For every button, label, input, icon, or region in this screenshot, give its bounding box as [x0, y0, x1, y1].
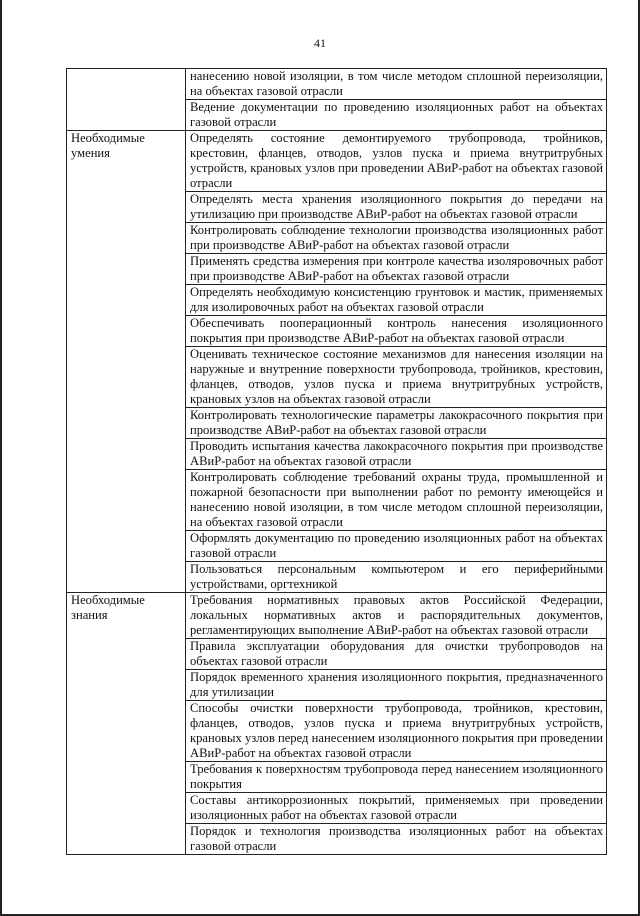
section-label: Необходимые умения: [67, 131, 186, 593]
requirement-item: Контролировать технологические параметры лакокрасочного покрытия при производстве АВиР-работ на объектах газовой отрасли: [186, 408, 607, 439]
requirement-item: Способы очистки поверхности трубопровода, тройников, крестовин, фланцев, отводов, узлов пуска и приема внутритрубных устройств, крановых узлов перед нанесением изоляционного покрытия при проведении АВиР-работ на объектах газовой отрасли: [186, 701, 607, 762]
requirement-item: Правила эксплуатации оборудования для очистки трубопроводов на объектах газовой отрасли: [186, 639, 607, 670]
requirement-item: Определять необходимую консистенцию грунтовок и мастик, применяемых для изолировочных работ на объектах газовой отрасли: [186, 285, 607, 316]
requirement-item: Контролировать соблюдение технологии производства изоляционных работ при производстве АВиР-работ на объектах газовой отрасли: [186, 223, 607, 254]
requirement-item: Требования к поверхностям трубопровода перед нанесением изоляционного покрытия: [186, 762, 607, 793]
requirement-item: Порядок временного хранения изоляционного покрытия, предназначенного для утилизации: [186, 670, 607, 701]
requirement-item: Контролировать соблюдение требований охраны труда, промышленной и пожарной безопасности при выполнении работ по ремонту имеющейся и нанесению новой изоляции, в том числе методом сплошной переизоляции, на объектах газовой отрасли: [186, 470, 607, 531]
requirement-item: Порядок и технология производства изоляционных работ на объектах газовой отрасли: [186, 824, 607, 855]
requirements-table: [66, 68, 607, 855]
table-row: [67, 593, 607, 639]
requirement-item: Составы антикоррозионных покрытий, применяемых при проведении изоляционных работ на объектах газовой отрасли: [186, 793, 607, 824]
page-number: 41: [314, 36, 326, 50]
requirement-item: Ведение документации по проведению изоляционных работ на объектах газовой отрасли: [186, 100, 607, 131]
requirement-item: Определять места хранения изоляционного покрытия до передачи на утилизацию при производстве АВиР-работ на объектах газовой отрасли: [186, 192, 607, 223]
requirement-item: Определять состояние демонтируемого трубопровода, тройников, крестовин, фланцев, отводов, узлов пуска и приема внутритрубных устройств, крановых узлов при проведении АВиР-работ на объектах газовой отрасли: [186, 131, 607, 192]
requirement-item: Оценивать техническое состояние механизмов для нанесения изоляции на наружные и внутренние поверхности трубопровода, тройников, крестовин, фланцев, отводов, узлов пуска и приема внутритрубных устройств, крановых узлов на объектах газовой отрасли: [186, 347, 607, 408]
requirement-item: Пользоваться персональным компьютером и его периферийными устройствами, оргтехникой: [186, 562, 607, 593]
requirement-item: Оформлять документацию по проведению изоляционных работ на объектах газовой отрасли: [186, 531, 607, 562]
section-label: [67, 69, 186, 131]
requirement-item: Требования нормативных правовых актов Российской Федерации, локальных нормативных актов и распорядительных документов, регламентирующих выполнение АВиР-работ на объектах газовой отрасли: [186, 593, 607, 639]
table-row: [67, 69, 607, 100]
requirement-item: Обеспечивать пооперационный контроль нанесения изоляционного покрытия при производстве АВиР-работ на объектах газовой отрасли: [186, 316, 607, 347]
requirement-item: нанесению новой изоляции, в том числе методом сплошной переизоляции, на объектах газовой отрасли: [186, 69, 607, 100]
requirements-table-body: [67, 69, 607, 855]
requirement-item: Проводить испытания качества лакокрасочного покрытия при производстве АВиР-работ на объектах газовой отрасли: [186, 439, 607, 470]
section-label: Необходимые знания: [67, 593, 186, 855]
table-row: [67, 131, 607, 192]
requirement-item: Применять средства измерения при контроле качества изоляровочных работ при производстве АВиР-работ на объектах газовой отрасли: [186, 254, 607, 285]
